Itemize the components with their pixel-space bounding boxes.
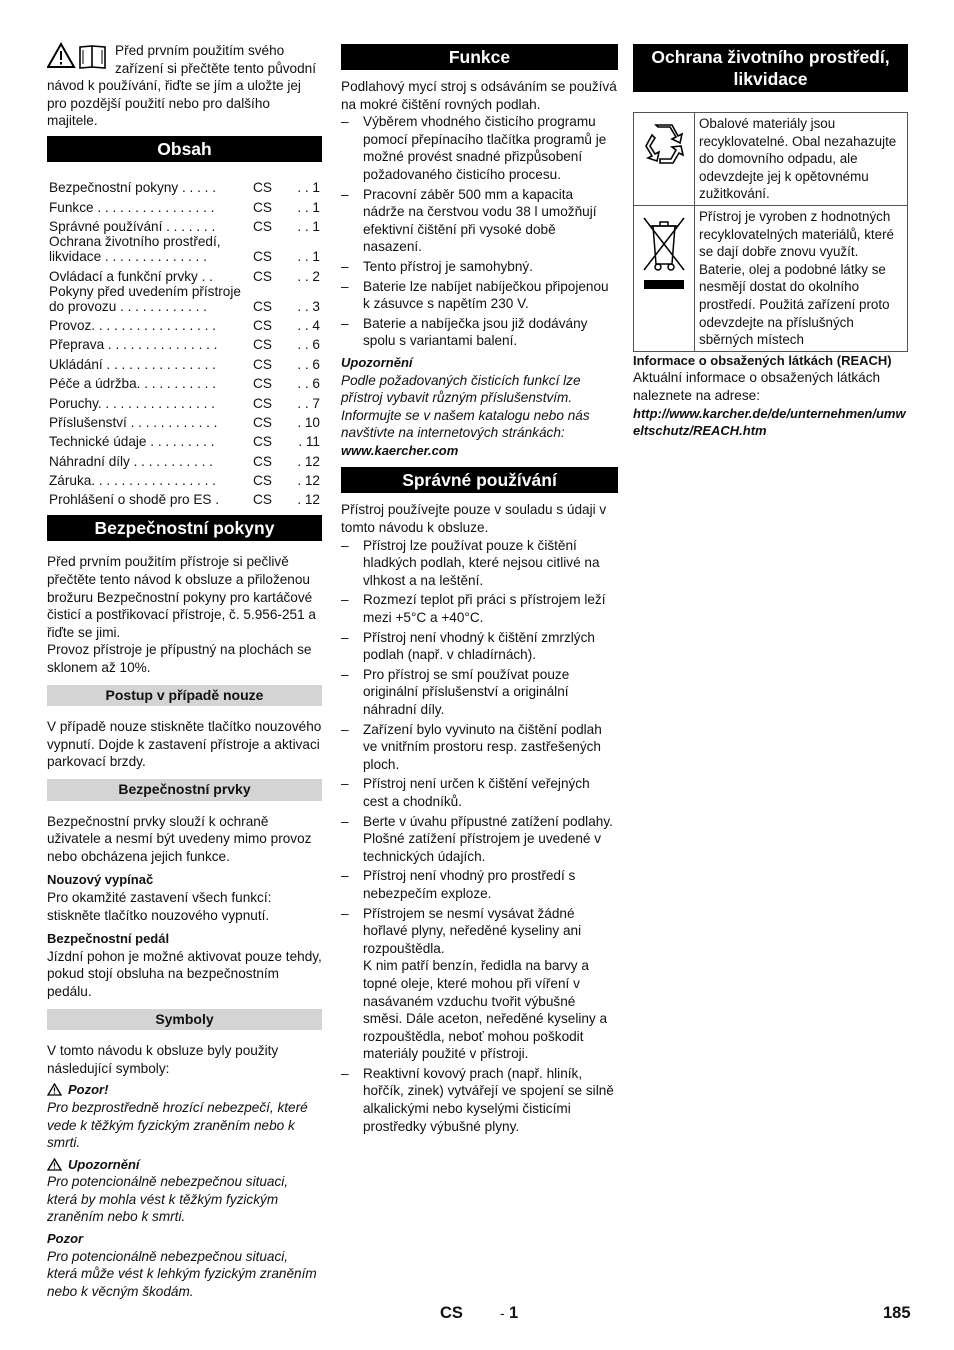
- toc-page: . . 1: [297, 199, 320, 215]
- toc-page: . . 4: [297, 317, 320, 333]
- intro-text: Před prvním použitím svého zařízení si přečtěte tento původní návod k používání, řiďte se jím a uložte jej pro pozdější použití nebo pro dalšího majitele.: [47, 43, 317, 129]
- table-row: [634, 205, 908, 351]
- toc-page: . 12: [297, 473, 320, 489]
- pozor2-title: Pozor: [47, 1231, 84, 1247]
- upoz-text: Pro potencionálně nebezpečnou situaci, která by mohla vést k těžkým fyzickým zraněním nebo k smrti.: [47, 1174, 289, 1225]
- toc-row[interactable]: [47, 391, 322, 410]
- disposal-text: Přístroj je vyroben z hodnotných recyklovatelných materiálů, které se dají dobře znovu využít. Baterie, olej a podobné látky se nesmějí dostat do okolního prostředí. Použitá zařízení proto odevzdejte na příslušných sběrných místech: [695, 205, 908, 351]
- toc-row[interactable]: [47, 284, 322, 314]
- toc-lang: CS: [253, 317, 272, 333]
- toc-row[interactable]: [47, 264, 322, 283]
- intro-block: [47, 42, 322, 130]
- crossed-bin-icon: [638, 212, 690, 290]
- funkce-note-text: Podle požadovaných čisticích funkcí lze přístroj vybavit různým příslušenstvím. Informujte se v našem katalogu nebo nás navštivte na internetových stránkách:: [341, 372, 590, 441]
- list-item: – Přístroj lze používat pouze k čištění hladkých podlah, které nejsou citlivé na vlhkost a na leštění.: [341, 537, 618, 590]
- recycle-text: Obalové materiály jsou recyklovatelné. Obal nezahazujte do domovního odpadu, ale odevzdejte jej k opětovnému zužitkování.: [695, 113, 908, 206]
- item-subtext: Plošné zatížení přístrojem je uvedené v technických údajích.: [363, 831, 602, 864]
- symboly-text: V tomto návodu k obsluze byly použity následující symboly:: [47, 1043, 279, 1076]
- toc-row[interactable]: [47, 314, 322, 333]
- bin-cell: [634, 205, 695, 351]
- prvky-heading: Bezpečnostní prvky: [47, 779, 322, 801]
- list-item: – Baterie lze nabíjet nabíječkou připojenou k zásuvce s napětím 230 V.: [341, 278, 618, 313]
- item-text: Berte v úvahu přípustné zatížení podlahy.: [363, 813, 613, 829]
- list-item: – Pro přístroj se smí používat pouze originální příslušenství a originální náhradní díly.: [341, 666, 618, 719]
- recycle-cell: [634, 113, 695, 206]
- prvky-text: Bezpečnostní prvky slouží k ochraně uživatele a nesmí být uvedeny mimo provoz nebo obcházena jejich funkce.: [47, 813, 312, 864]
- toc-page: . . 2: [297, 268, 320, 284]
- list-item: – Zařízení bylo vyvinuto na čištění podlah ve vnitřním prostoru resp. zastřešených ploch.: [341, 721, 618, 774]
- pozor1-title: Pozor!: [68, 1082, 109, 1098]
- upoz-line: [47, 1156, 322, 1174]
- toc-lang: CS: [253, 249, 272, 265]
- toc-lang: CS: [253, 434, 272, 450]
- toc-page: . . 7: [297, 395, 320, 411]
- toc-page: . . 1: [297, 249, 320, 265]
- toc-title: Přeprava . . . . . . . . . . . . . . .: [49, 337, 218, 353]
- toc-row[interactable]: [47, 352, 322, 371]
- warning-triangle-icon: [47, 1083, 62, 1096]
- toc-lang: CS: [253, 219, 272, 235]
- list-item: – Přístroj není vhodný pro prostředí s nebezpečím exploze.: [341, 867, 618, 902]
- toc-row[interactable]: [47, 430, 322, 449]
- toc-row[interactable]: [47, 449, 322, 468]
- toc-lang: CS: [253, 356, 272, 372]
- vypinac-title: Nouzový vypínač: [47, 872, 154, 888]
- page-number: 185: [883, 1304, 911, 1322]
- funkce-note-title: Upozornění: [341, 354, 413, 370]
- toc-page: . . 3: [297, 298, 320, 314]
- toc-title: Prohlášení o shodě pro ES .: [49, 492, 220, 508]
- bezpecnost-heading: Bezpečnostní pokyny: [47, 515, 322, 541]
- pouzivani-intro: Přístroj používejte pouze v souladu s údaji v tomto návodu k obsluze.: [341, 502, 607, 536]
- toc-page: . . 6: [297, 337, 320, 353]
- list-item: – Baterie a nabíječka jsou již dodávány spolu s variantami balení.: [341, 315, 618, 350]
- funkce-heading: Funkce: [341, 44, 618, 70]
- bezpecnost-p2: Provoz přístroje je přípustný na plochách se sklonem až 10%.: [47, 642, 312, 676]
- footer-lang: CS: [440, 1304, 463, 1322]
- warning-manual-icon: [47, 42, 109, 70]
- list-item: – Výběrem vhodného čisticího programu pomocí přepínacího tlačítka programů je možné provést snadné přizpůsobení požadovaného čisticího procesu.: [341, 113, 618, 183]
- toc-page: . . 6: [297, 356, 320, 372]
- ochrana-heading: Ochrana životního prostředí, likvidace: [633, 44, 908, 92]
- funkce-note-url[interactable]: www.kaercher.com: [341, 442, 459, 458]
- toc-title: Ukládání . . . . . . . . . . . . . . .: [49, 356, 216, 372]
- toc-lang: CS: [253, 453, 272, 469]
- toc-lang: CS: [253, 268, 272, 284]
- warning-triangle-icon: [47, 1158, 62, 1171]
- toc-title: Náhradní díly . . . . . . . . . . .: [49, 453, 213, 469]
- toc-row[interactable]: [47, 176, 322, 195]
- toc-page: . . 1: [297, 219, 320, 235]
- obsah-heading: Obsah: [47, 136, 322, 162]
- reach-text: Aktuální informace o obsažených látkách naleznete na adrese:: [633, 370, 881, 403]
- reach-title: Informace o obsažených látkách (REACH): [633, 352, 892, 368]
- toc-page: . 12: [297, 492, 320, 508]
- toc-page: . 11: [298, 434, 320, 450]
- toc-title: Funkce . . . . . . . . . . . . . . . .: [49, 199, 215, 215]
- toc-row[interactable]: [47, 372, 322, 391]
- symboly-heading: Symboly: [47, 1009, 322, 1031]
- item-text: Přístrojem se nesmí vysávat žádné hořlavé plyny, neředěné kyseliny ani rozpouštědla.: [363, 905, 582, 956]
- list-item: – Reaktivní kovový prach (např. hliník, hořčík, zinek) vytvářejí ve spojení se silně alkalickými nebo kyselými čisticími prostředky výbušné plyny.: [341, 1065, 618, 1135]
- toc-page: . . 1: [297, 180, 320, 196]
- nouze-text: V případě nouze stiskněte tlačítko nouzového vypnutí. Dojde k zastavení přístroje a aktivaci parkovací brzdy.: [47, 719, 322, 770]
- toc-lang: CS: [253, 180, 272, 196]
- pozor1-text: Pro bezprostředně hrozící nebezpečí, které vede k těžkým fyzickým zraněním nebo k smrti.: [47, 1099, 308, 1151]
- toc-row[interactable]: [47, 411, 322, 430]
- toc-title: Správné používání . . . . . . .: [49, 219, 216, 235]
- item-subtext: K nim patří benzín, ředidla na barvy a topné oleje, které mohou při víření v nasávaném vzduchu tvořit výbušné směsi. Dále aceton, neředěné kyseliny a rozpouštědla, neboť mohou poškodit materiály použité v přístroji.: [363, 958, 608, 1062]
- recycle-icon: [638, 119, 690, 171]
- toc-row[interactable]: [47, 488, 322, 507]
- env-table: [633, 112, 908, 352]
- toc-lang: CS: [253, 298, 272, 314]
- pedal-title: Bezpečnostní pedál: [47, 931, 170, 947]
- toc-lang: CS: [253, 337, 272, 353]
- pozor2-text: Pro potencionálně nebezpečnou situaci, která může vést k lehkým fyzickým zraněním nebo k věcným škodám.: [47, 1248, 317, 1299]
- pouzivani-list: [341, 537, 618, 1136]
- pedal-text: Jízdní pohon je možné aktivovat pouze tehdy, pokud stojí obsluha na bezpečnostním pedálu.: [47, 948, 322, 999]
- toc-page: . 12: [297, 453, 320, 469]
- toc-row[interactable]: [47, 234, 322, 264]
- toc-lang: CS: [253, 199, 272, 215]
- list-item: – Přístroj není určen k čištění veřejných cest a chodníků.: [341, 775, 618, 810]
- toc-title: Příslušenství . . . . . . . . . . . .: [49, 414, 218, 430]
- toc-title: Technické údaje . . . . . . . . .: [49, 434, 215, 450]
- toc-title: Ovládací a funkční prvky . .: [49, 268, 213, 284]
- pozor1-line: [47, 1081, 322, 1099]
- reach-url[interactable]: http://www.karcher.de/de/unternehmen/umweltschutz/REACH.htm: [633, 405, 906, 439]
- toc-title: Pokyny před uvedením přístroje do provozu . . . . . . . . . . . .: [49, 283, 241, 314]
- toc-title: Bezpečnostní pokyny . . . . .: [49, 180, 216, 196]
- list-item: – Tento přístroj je samohybný.: [341, 258, 618, 276]
- toc-lang: CS: [253, 473, 272, 489]
- bezpecnost-p1: Před prvním použitím přístroje si pečlivě přečtěte tento návod k obsluze a přiloženou brožuru Bezpečnostní pokyny pro kartáčové čisticí a postřikovací přístroje, č. 5.956-251 a řiďte se jimi.: [47, 554, 316, 640]
- list-item: – Pracovní záběr 500 mm a kapacita nádrže na čerstvou vodu 38 l umožňují efektivní čištění při vysoké době nasazení.: [341, 186, 618, 256]
- pouzivani-heading: Správné používání: [341, 467, 618, 493]
- list-item: – Přístroj není vhodný k čištění zmrzlých podlah (např. v chladírnách).: [341, 629, 618, 664]
- column-left: [47, 42, 322, 1300]
- toc-row[interactable]: [47, 469, 322, 488]
- toc-lang: CS: [253, 395, 272, 411]
- toc-row[interactable]: [47, 215, 322, 234]
- list-item: [341, 905, 618, 1063]
- footer-separator: -: [500, 1305, 505, 1321]
- column-middle: [341, 42, 618, 1137]
- toc-lang: CS: [253, 376, 272, 392]
- toc-title: Provoz. . . . . . . . . . . . . . . . .: [49, 317, 216, 333]
- toc-row[interactable]: [47, 333, 322, 352]
- footer-subpage: 1: [509, 1304, 519, 1322]
- toc-title: Poruchy. . . . . . . . . . . . . . . .: [49, 395, 215, 411]
- toc-page: . 10: [297, 414, 320, 430]
- list-item: – Rozmezí teplot při práci s přístrojem leží mezi +5°C a +40°C.: [341, 591, 618, 626]
- toc-page: . . 6: [297, 376, 320, 392]
- upoz-title: Upozornění: [68, 1156, 140, 1172]
- toc-title: Ochrana životního prostředí, likvidace . . . . . . . . . . . . . .: [49, 234, 221, 265]
- toc-lang: CS: [253, 492, 272, 508]
- column-right: [633, 42, 908, 440]
- funkce-list: [341, 113, 618, 350]
- nouze-heading: Postup v případě nouze: [47, 685, 322, 707]
- vypinac-text: Pro okamžité zastavení všech funkcí: stiskněte tlačítko nouzového vypnutí.: [47, 889, 272, 923]
- table-row: [634, 113, 908, 206]
- toc-row[interactable]: [47, 195, 322, 214]
- toc-title: Péče a údržba. . . . . . . . . . .: [49, 376, 216, 392]
- list-item: [341, 813, 618, 866]
- toc-lang: CS: [253, 414, 272, 430]
- toc-title: Záruka. . . . . . . . . . . . . . . . .: [49, 473, 216, 489]
- toc-table: [47, 176, 322, 507]
- funkce-intro: Podlahový mycí stroj s odsáváním se používá na mokré čištění rovných podlah.: [341, 79, 617, 112]
